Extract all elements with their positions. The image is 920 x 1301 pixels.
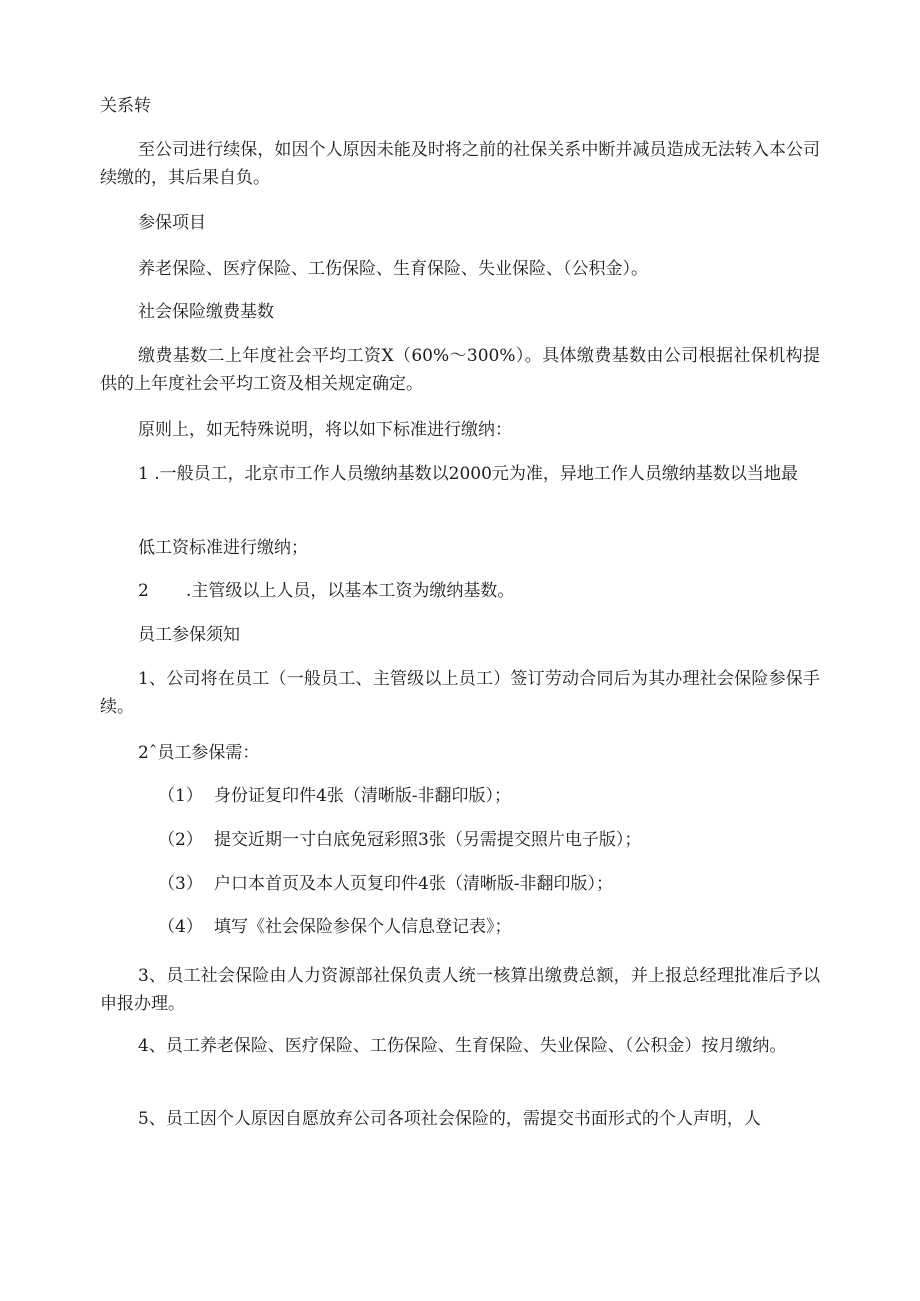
- paragraph-relation-transfer: 关系转: [100, 96, 151, 116]
- list-item-number: （2）: [158, 830, 203, 850]
- list-item-number: （4）: [158, 917, 203, 937]
- list-item-text: 户口本首页及本人页复印件4张（清晰版-非翻印版）；: [214, 874, 614, 894]
- list-item-number: （3）: [158, 874, 203, 894]
- list-item-text: 填写《社会保险参保个人信息登记表》；: [214, 917, 512, 937]
- list-item-text: 提交近期一寸白底免冠彩照3张（另需提交照片电子版）；: [214, 830, 642, 850]
- list-item-number: （1）: [158, 786, 203, 806]
- list-item: [158, 870, 613, 898]
- heading-employee-notice: 员工参保须知: [138, 625, 240, 645]
- paragraph-principle: 原则上，如无特殊说明，将以如下标准进行缴纳：: [138, 420, 512, 440]
- heading-contribution-base: 社会保险缴费基数: [138, 302, 274, 322]
- list-item: [158, 913, 512, 941]
- paragraph-standard-2: [138, 577, 514, 605]
- paragraph-notice-5: 5、员工因个人原因自愿放弃公司各项社会保险的，需提交书面形式的个人声明，人: [138, 1109, 761, 1129]
- standard-2-text: .主管级以上人员，以基本工资为缴纳基数。: [186, 581, 515, 601]
- list-item-text: 身份证复印件4张（清晰版-非翻印版）；: [214, 786, 512, 806]
- paragraph-contribution-base-formula: 缴费基数二上年度社会平均工资X（60%～300%）。具体缴费基数由公司根据社保机构提供的上年度社会平均工资及相关规定确定。: [100, 346, 820, 394]
- paragraph-standard-1: 1 .一般员工，北京市工作人员缴纳基数以2000元为准，异地工作人员缴纳基数以当地最: [138, 464, 798, 484]
- standard-2-number: 2: [138, 581, 149, 601]
- paragraph-notice-2: 2ˆ员工参保需：: [138, 743, 260, 763]
- paragraph-notice-3: 3、员工社会保险由人力资源部社保负责人统一核算出缴费总额，并上报总经理批准后予以申报办理。: [100, 966, 820, 1014]
- heading-insurance-items: 参保项目: [138, 213, 206, 233]
- paragraph-notice-4: 4、员工养老保险、医疗保险、工伤保险、生育保险、失业保险、（公积金）按月缴纳。: [138, 1036, 787, 1056]
- paragraph-notice-1: 1、公司将在员工（一般员工、主管级以上员工）签订劳动合同后为其办理社会保险参保手续。: [100, 669, 820, 717]
- paragraph-standard-1-continued: 低工资标准进行缴纳；: [138, 538, 308, 558]
- list-item: [158, 782, 511, 810]
- paragraph-continue-insurance: 至公司进行续保，如因个人原因未能及时将之前的社保关系中断并减员造成无法转入本公司续缴的，其后果自负。: [100, 140, 820, 188]
- list-item: [158, 826, 641, 854]
- paragraph-insurance-list: 养老保险、医疗保险、工伤保险、生育保险、失业保险、（公积金）。: [138, 259, 648, 279]
